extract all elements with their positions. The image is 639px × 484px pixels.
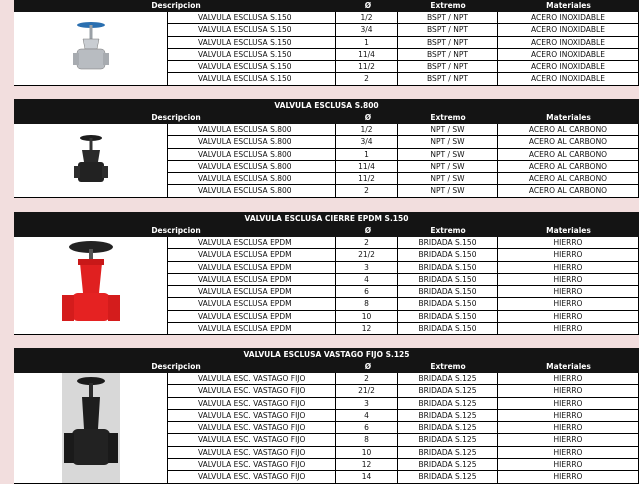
table-row: [168, 274, 639, 286]
cell-extremo: BRIDADA S.125: [398, 398, 498, 409]
cell-descripcion: VALVULA ESC. VASTAGO FIJO: [168, 422, 336, 433]
cell-diametro: 2: [336, 237, 398, 248]
cell-extremo: BRIDADA S.150: [398, 262, 498, 273]
cell-materiales: HIERRO: [498, 447, 639, 458]
col-extremo: Extremo: [430, 1, 466, 10]
cell-extremo: BSPT / NPT: [398, 24, 498, 35]
col-extremo: Extremo: [430, 113, 466, 122]
cell-descripcion: VALVULA ESC. VASTAGO FIJO: [168, 410, 336, 421]
cell-materiales: ACERO INOXIDABLE: [498, 49, 639, 60]
table-row: [168, 373, 639, 385]
table-row: [168, 311, 639, 323]
cell-descripcion: VALVULA ESCLUSA S.800: [168, 124, 336, 135]
table-row: [168, 434, 639, 446]
valve-image-red-epdm: [14, 237, 168, 335]
section-title: VALVULA ESCLUSA CIERRE EPDM S.150: [14, 212, 639, 225]
cell-descripcion: VALVULA ESCLUSA EPDM: [168, 274, 336, 285]
col-materiales: Materiales: [546, 226, 591, 235]
cell-descripcion: VALVULA ESCLUSA EPDM: [168, 286, 336, 297]
cell-extremo: NPT / SW: [398, 173, 498, 184]
column-header: [14, 361, 639, 373]
cell-diametro: 10: [336, 311, 398, 322]
column-header: [14, 0, 639, 12]
cell-diametro: 8: [336, 434, 398, 445]
col-extremo: Extremo: [430, 226, 466, 235]
table-row: [168, 422, 639, 434]
table-row: [168, 249, 639, 261]
cell-extremo: BRIDADA S.125: [398, 434, 498, 445]
cell-materiales: ACERO AL CARBONO: [498, 136, 639, 147]
cell-descripcion: VALVULA ESCLUSA EPDM: [168, 311, 336, 322]
cell-materiales: HIERRO: [498, 434, 639, 445]
cell-diametro: 1/2: [336, 124, 398, 135]
col-descripcion: Descripcion: [151, 362, 201, 371]
cell-materiales: HIERRO: [498, 373, 639, 384]
table-row: [168, 323, 639, 335]
cell-descripcion: VALVULA ESC. VASTAGO FIJO: [168, 447, 336, 458]
col-diametro: Ø: [364, 226, 372, 235]
cell-diametro: 11/4: [336, 49, 398, 60]
cell-diametro: 2: [336, 185, 398, 196]
cell-descripcion: VALVULA ESC. VASTAGO FIJO: [168, 373, 336, 384]
table-row: [168, 185, 639, 197]
table-row: [168, 237, 639, 249]
cell-diametro: 1: [336, 149, 398, 160]
table-row: [168, 471, 639, 483]
table-row: [168, 398, 639, 410]
cell-extremo: BSPT / NPT: [398, 12, 498, 23]
cell-descripcion: VALVULA ESCLUSA S.150: [168, 12, 336, 23]
table-row: [168, 410, 639, 422]
section-block: [14, 99, 639, 198]
column-header: [14, 225, 639, 237]
cell-materiales: ACERO AL CARBONO: [498, 185, 639, 196]
cell-extremo: BSPT / NPT: [398, 61, 498, 72]
cell-diametro: 4: [336, 410, 398, 421]
cell-extremo: BRIDADA S.125: [398, 471, 498, 482]
valve-image-carbon: [14, 124, 168, 198]
cell-extremo: BRIDADA S.150: [398, 311, 498, 322]
cell-diametro: 2: [336, 73, 398, 84]
section-block: [14, 348, 639, 484]
cell-descripcion: VALVULA ESCLUSA S.150: [168, 49, 336, 60]
cell-extremo: BRIDADA S.125: [398, 373, 498, 384]
col-descripcion: Descripcion: [151, 1, 201, 10]
col-descripcion: Descripcion: [151, 226, 201, 235]
table-row: [168, 49, 639, 61]
cell-materiales: HIERRO: [498, 249, 639, 260]
cell-materiales: HIERRO: [498, 410, 639, 421]
cell-materiales: ACERO AL CARBONO: [498, 149, 639, 160]
cell-descripcion: VALVULA ESCLUSA S.800: [168, 185, 336, 196]
cell-diametro: 3/4: [336, 136, 398, 147]
valve-image-stainless: [14, 12, 168, 86]
cell-diametro: 21/2: [336, 249, 398, 260]
cell-materiales: ACERO AL CARBONO: [498, 173, 639, 184]
col-materiales: Materiales: [546, 1, 591, 10]
cell-materiales: ACERO INOXIDABLE: [498, 61, 639, 72]
cell-descripcion: VALVULA ESCLUSA S.150: [168, 37, 336, 48]
cell-materiales: ACERO INOXIDABLE: [498, 12, 639, 23]
cell-extremo: BSPT / NPT: [398, 49, 498, 60]
table-row: [168, 173, 639, 185]
cell-materiales: ACERO INOXIDABLE: [498, 24, 639, 35]
cell-materiales: HIERRO: [498, 398, 639, 409]
col-materiales: Materiales: [546, 362, 591, 371]
cell-diametro: 12: [336, 323, 398, 334]
cell-descripcion: VALVULA ESC. VASTAGO FIJO: [168, 398, 336, 409]
cell-materiales: ACERO AL CARBONO: [498, 161, 639, 172]
cell-descripcion: VALVULA ESC. VASTAGO FIJO: [168, 385, 336, 396]
cell-extremo: BSPT / NPT: [398, 37, 498, 48]
cell-extremo: BRIDADA S.125: [398, 459, 498, 470]
cell-descripcion: VALVULA ESCLUSA EPDM: [168, 298, 336, 309]
cell-extremo: BRIDADA S.150: [398, 323, 498, 334]
cell-materiales: HIERRO: [498, 237, 639, 248]
section-block: [14, 212, 639, 335]
cell-materiales: HIERRO: [498, 274, 639, 285]
cell-materiales: HIERRO: [498, 385, 639, 396]
cell-materiales: HIERRO: [498, 298, 639, 309]
cell-materiales: HIERRO: [498, 262, 639, 273]
section-title: VALVULA ESCLUSA S.800: [14, 99, 639, 112]
table-row: [168, 124, 639, 136]
table-row: [168, 385, 639, 397]
table-row: [168, 73, 639, 85]
cell-descripcion: VALVULA ESCLUSA S.150: [168, 24, 336, 35]
gate-valve-red-epdm-icon: [60, 239, 122, 333]
cell-extremo: NPT / SW: [398, 136, 498, 147]
section-title: VALVULA ESCLUSA VASTAGO FIJO S.125: [14, 348, 639, 361]
table-row: [168, 61, 639, 73]
gate-valve-stainless-icon: [71, 19, 111, 77]
cell-diametro: 2: [336, 373, 398, 384]
col-diametro: Ø: [364, 1, 372, 10]
cell-extremo: BRIDADA S.150: [398, 286, 498, 297]
cell-descripcion: VALVULA ESCLUSA S.800: [168, 161, 336, 172]
cell-diametro: 1/2: [336, 12, 398, 23]
table-row: [168, 447, 639, 459]
cell-extremo: BSPT / NPT: [398, 73, 498, 84]
cell-extremo: BRIDADA S.125: [398, 385, 498, 396]
cell-materiales: HIERRO: [498, 323, 639, 334]
cell-extremo: BRIDADA S.125: [398, 422, 498, 433]
table-row: [168, 136, 639, 148]
table-row: [168, 286, 639, 298]
table-row: [168, 161, 639, 173]
table-row: [168, 459, 639, 471]
cell-extremo: NPT / SW: [398, 124, 498, 135]
cell-diametro: 21/2: [336, 385, 398, 396]
cell-descripcion: VALVULA ESCLUSA EPDM: [168, 323, 336, 334]
cell-materiales: ACERO INOXIDABLE: [498, 37, 639, 48]
cell-extremo: BRIDADA S.125: [398, 410, 498, 421]
cell-extremo: BRIDADA S.150: [398, 274, 498, 285]
cell-diametro: 3: [336, 262, 398, 273]
cell-diametro: 4: [336, 274, 398, 285]
gate-valve-carbon-icon: [71, 132, 111, 188]
col-diametro: Ø: [364, 362, 372, 371]
table-row: [168, 12, 639, 24]
cell-descripcion: VALVULA ESCLUSA EPDM: [168, 249, 336, 260]
col-materiales: Materiales: [546, 113, 591, 122]
cell-materiales: HIERRO: [498, 471, 639, 482]
cell-materiales: ACERO AL CARBONO: [498, 124, 639, 135]
table-row: [168, 149, 639, 161]
cell-diametro: 11/4: [336, 161, 398, 172]
cell-extremo: BRIDADA S.125: [398, 447, 498, 458]
cell-diametro: 11/2: [336, 61, 398, 72]
cell-materiales: HIERRO: [498, 422, 639, 433]
cell-diametro: 12: [336, 459, 398, 470]
cell-diametro: 3: [336, 398, 398, 409]
col-diametro: Ø: [364, 113, 372, 122]
cell-diametro: 3/4: [336, 24, 398, 35]
section-block: [14, 0, 639, 86]
cell-descripcion: VALVULA ESCLUSA EPDM: [168, 237, 336, 248]
cell-diametro: 1: [336, 37, 398, 48]
cell-extremo: BRIDADA S.150: [398, 249, 498, 260]
cell-materiales: ACERO INOXIDABLE: [498, 73, 639, 84]
cell-descripcion: VALVULA ESCLUSA S.150: [168, 61, 336, 72]
cell-extremo: NPT / SW: [398, 185, 498, 196]
cell-descripcion: VALVULA ESC. VASTAGO FIJO: [168, 459, 336, 470]
table-row: [168, 262, 639, 274]
cell-extremo: NPT / SW: [398, 161, 498, 172]
cell-materiales: HIERRO: [498, 286, 639, 297]
cell-descripcion: VALVULA ESCLUSA S.800: [168, 149, 336, 160]
cell-descripcion: VALVULA ESC. VASTAGO FIJO: [168, 434, 336, 445]
cell-descripcion: VALVULA ESCLUSA S.800: [168, 136, 336, 147]
cell-descripcion: VALVULA ESC. VASTAGO FIJO: [168, 471, 336, 482]
cell-descripcion: VALVULA ESCLUSA S.800: [168, 173, 336, 184]
cell-diametro: 6: [336, 422, 398, 433]
cell-extremo: BRIDADA S.150: [398, 237, 498, 248]
cell-diametro: 10: [336, 447, 398, 458]
table-row: [168, 37, 639, 49]
cell-materiales: HIERRO: [498, 311, 639, 322]
gate-valve-black-fixed-stem-icon: [62, 373, 120, 483]
col-descripcion: Descripcion: [151, 113, 201, 122]
col-extremo: Extremo: [430, 362, 466, 371]
cell-diametro: 14: [336, 471, 398, 482]
column-header: [14, 112, 639, 124]
table-row: [168, 298, 639, 310]
cell-diametro: 6: [336, 286, 398, 297]
valve-image-black-fixed-stem: [14, 373, 168, 484]
cell-extremo: NPT / SW: [398, 149, 498, 160]
cell-materiales: HIERRO: [498, 459, 639, 470]
table-row: [168, 24, 639, 36]
cell-diametro: 11/2: [336, 173, 398, 184]
cell-descripcion: VALVULA ESCLUSA S.150: [168, 73, 336, 84]
cell-diametro: 8: [336, 298, 398, 309]
cell-descripcion: VALVULA ESCLUSA EPDM: [168, 262, 336, 273]
cell-extremo: BRIDADA S.150: [398, 298, 498, 309]
